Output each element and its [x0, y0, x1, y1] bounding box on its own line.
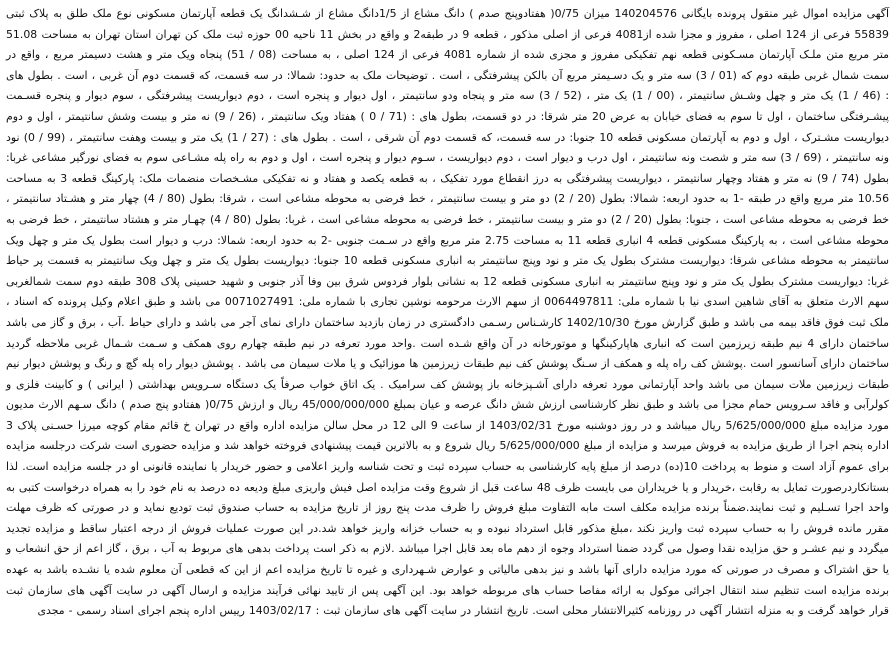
auction-notice-text: آگهی مزایده اموال غیر منقول پرونده بایگانی 140204576 میزان 0/75( هفتادوپنج صدم ) دانگ مشاع از 1/5دانگ مشاع از شـشدانگ یک قطعه آپارتمان مسکونی نوع ملک طلق به پلاک ثبتی 55839 فرعی از 124 اصلی ، مفروز و مجزا شده از4081 فرعی از اصلی مذکور ، قطعه 9 در طبقه2 و واقع در بخش 11 ناحیه 00 حوزه ثبت ملک کن تهران استان تهران به مساحت 51.08 متر مربع متن ملـک آپارتمان مسـکونی قطعه نهم تفکیکی مفروز و مجزی شده از شماره 4081 فرعی از 124 اصلی ، به مساحت (08 / 51) پنجاه ویک متر و هشت دسیمتر مربع ، واقع در سمت شمال غربی طبقه دوم که (01 / 3) سه متر و یک دسـیمتر مربع آن بالکن پیشرفتگی ، است . توضیحات ملک به حدود: شمالا: در سه قسمت، که قسمت دوم آن غربی ، است . بطول های : (46 / 1) یک متر و چهل وشـش سانتیمتر ، (00 / 1) یک متر ، (52 / 3) سه متر و پنجاه ودو سانتیمتر ، اول دیوار و پنجره است ، دوم دیواریست پیشرفتگی ، سوم دیوار و پنجره قسـمت پیشـرفتگی ساختمان ، اول تا سوم به فضای خیابان به عرض 20 متر شرقا: در دو قسمت، بطول های : (71 / 0 ) هفتاد ویک سانتیمتر ، (26 / 9) نه متر و بیست وشش سانتیمتر ، اول و دوم دیواریست مشـترک ، اول و دوم به آپارتمان مسکونی قطعه 10 جنوبا: در سه قسمت، که قسمت دوم آن شرقی ، است . بطول های : (27 / 1) یک متر و بیست وهفت سانتیمتر ، (99 / 0) نود ونه سانتیمتر ، (69 / 3) سه متر و شصت ونه سانتیمتر ، اول درب و دیوار است ، دوم دیواریست ، سـوم دیوار و پنجره است ، اول و دوم به راه پله مشـاعی سوم به فضای نورگیر مشاعی غربا: بطول (74 / 9) نه متر و هفتاد وچهار سانتیمتر ، دیواریست پیشرفتگی به درز انقطاع مورد تفکیک ، به قطعه یکصد و هفتاد و نه تفکیکی مشـخصات منضمات ملک: پارکینگ قطعه 3 به مساحت 10.56 متر مربع واقع در طبقه -1 به حدود اربعه: شمالا: بطول (20 / 2) دو متر و بیست سانتیمتر ، خط فرضی به محوطه مشاعی است ، شرقا: بطول (80 / 4) چهار متر و هشـتاد سانتیمتر ، خط فرضی به محوطه مشاعی است ، جنوبا: بطول (20 / 2) دو متر و بیست سانتیمتر ، خط فرضی به محوطه مشاعی است ، غربا: بطول (80 / 4) چهـار متر و هشتاد سانتیمتر ، خط فرضی به محوطه مشاعی است ، به پارکینگ مسکونی قطعه 4 انباری قطعه 11 به مساحت 2.75 متر مربع واقع در سـمت جنوبی -2 به حدود اربعه: شمالا: درب و دیوار است بطول یک متر و چهل ویک سانتیمتر به محوطه مشاعی شرقا: دیواریست مشترک بطول یک متر و نود وپنج سانتیمتر به انباری مسکونی قطعه 10 جنوبا: دیواریست بطول یک متر و چهل ویک سانتیمتر به قسمت پر حیاط غربا: دیواریست مشترک بطول یک متر و نود وپنج سانتیمتر به انباری مسکونی قطعه 12 به نشانی بلوار فردوس شرق بین وفا آذر جنوبی و شهید حسینی پلاک 308 طبقه دوم سمت شمالغربی سهم الارث متعلق به آقای شاهین اسدی نیا با شماره ملی: 0064497811 از سهم الارث مرحومه نوشین تجاری با شماره ملی: 0071027491 می باشد و طبق اعلام وکیل پرونده که اسناد ، ملک ثبت فوق فاقد بیمه می باشد و طبق گزارش مورخ 1402/10/30 کارشـناس رسـمی دادگستری در زمان بازدید ساختمان دارای نمای آجر می باشد و دارای حیاط .آب ، برق و گاز می باشد ساختمان دارای 4 نیم طبقه زیرزمین است که انباری هاپارکینگها و موتورخانه در آن واقع شـده است .واحد مورد تعرفه در نیم طبقه چهارم روی همکف و سـمت شـمال غربی ملاحظه گردید ساختمان دارای آسانسور است .پوشش کف راه پله و همکف از سـنگ پوشش کف نیم طبقات زیرزمین ها موزائیک و یا ملات سیمان می باشد . پوشش دیوار راه پله گچ و رنگ و پوشش دیوار نیم طبقات زیرزمین ملات سیمان می باشد واحد آپارتمانی مورد تعرفه دارای آشـپزخانه باز پوشش کف سرامیک . یک اتاق خواب صرفاً یک دستگاه سـرویس بهداشتی ( ایرانی ) و کابینت فلزی و کولرآبی و فاقد سـرویس حمام مجزا می باشد و طبق نظر کارشناسی ارزش شش دانگ عرصه و عیان بمبلغ 45/000/000/000 ریال و ارزش 0/75( هفتادو پنج صدم ) دانگ سـهم الارث مدیون مورد مزایده مبلغ 5/625/000/000 ریال میباشد و در روز دوشنبه مورخ 1403/02/31 از ساعت 9 الی 12 در محل سالن مزایده اداره واقع در تهران خ قائم مقام کوچه میرزا حسـنی پلاک 3 اداره پنجم اجرا از طریق مزایده به فروش میرسد و مزایده از مبلغ 5/625/000/000 ریال شروع و به بالاترین قیمت پیشنهادی فروخته خواهد شد و مزایده حضوری است شرکت درجلسه مزایده برای عموم آزاد است و منوط به پرداخت 10(ده) درصد از مبلغ پایه کارشناسی به حساب سپرده ثبت و تحت شناسه واریز اعلامی و حضور خریدار یا نماینده قانونی او در جلسه مزایده است. لذا بستانکاردرصورت تمایل به رقابت ،خریدار و یا خریداران می بایست ظرف 48 ساعت قبل از شروع وقت مزایده اصل فیش واریزی مبلغ ودیعه ده درصد به نام خود را به همراه درخواست کتبی به واحد اجرا تسـلیم و ثبت نمایند.ضمناً برنده مزایده مکلف است مابه التفاوت مبلغ فروش را ظرف مدت پنج روز از تاریخ مزایده به حساب صندوق ثبت تودیع نماید و در صورتی که ظرف مهلت مقرر مانده فروش را به حساب سپرده ثبت واریز نکند ،مبلغ مذکور قابل استرداد نبوده و به حساب خزانه واریز خواهد شد.در این صورت عملیات فروش از درجه اعتبار ساقط و مزایده تجدید میگردد و نیم عشـر و حق مزایده نقدا وصول می گردد ضمنا استرداد وجوه از دهم ماه بعد قابل اجرا میباشد .لازم به ذکر است پرداخت بدهی های مربوط به آب ، برق ، گاز اعم از حق انشعاب و یا حق اشتراک و مصرف در صورتی که مورد مزایده دارای آنها باشد و نیز بدهی مالیاتی و عوارض شـهرداری و غیره تا تاریخ مزایده اعم از این که قطعی آن معلوم شده یا نشـده باشد به عهده برنده مزایده است تنظیم سند انتقال اجرائی موکول به ارائه مفاصا حساب های مربوطه خواهد بود. این آگهی پس از تایید نهائی فرآیند مزایده و ارسال آگهی در سایت آگهی های سازمان ثبت قرار خواهد گرفت و به منزله انتشار آگهی در روزنامه کثیرالانتشار محلی است. تاریخ انتشار در سایت آگهی های سازمان ثبت : 1403/02/17 رییس اداره پنجم اجرای اسناد رسمی - مجدی [6, 7, 890, 618]
